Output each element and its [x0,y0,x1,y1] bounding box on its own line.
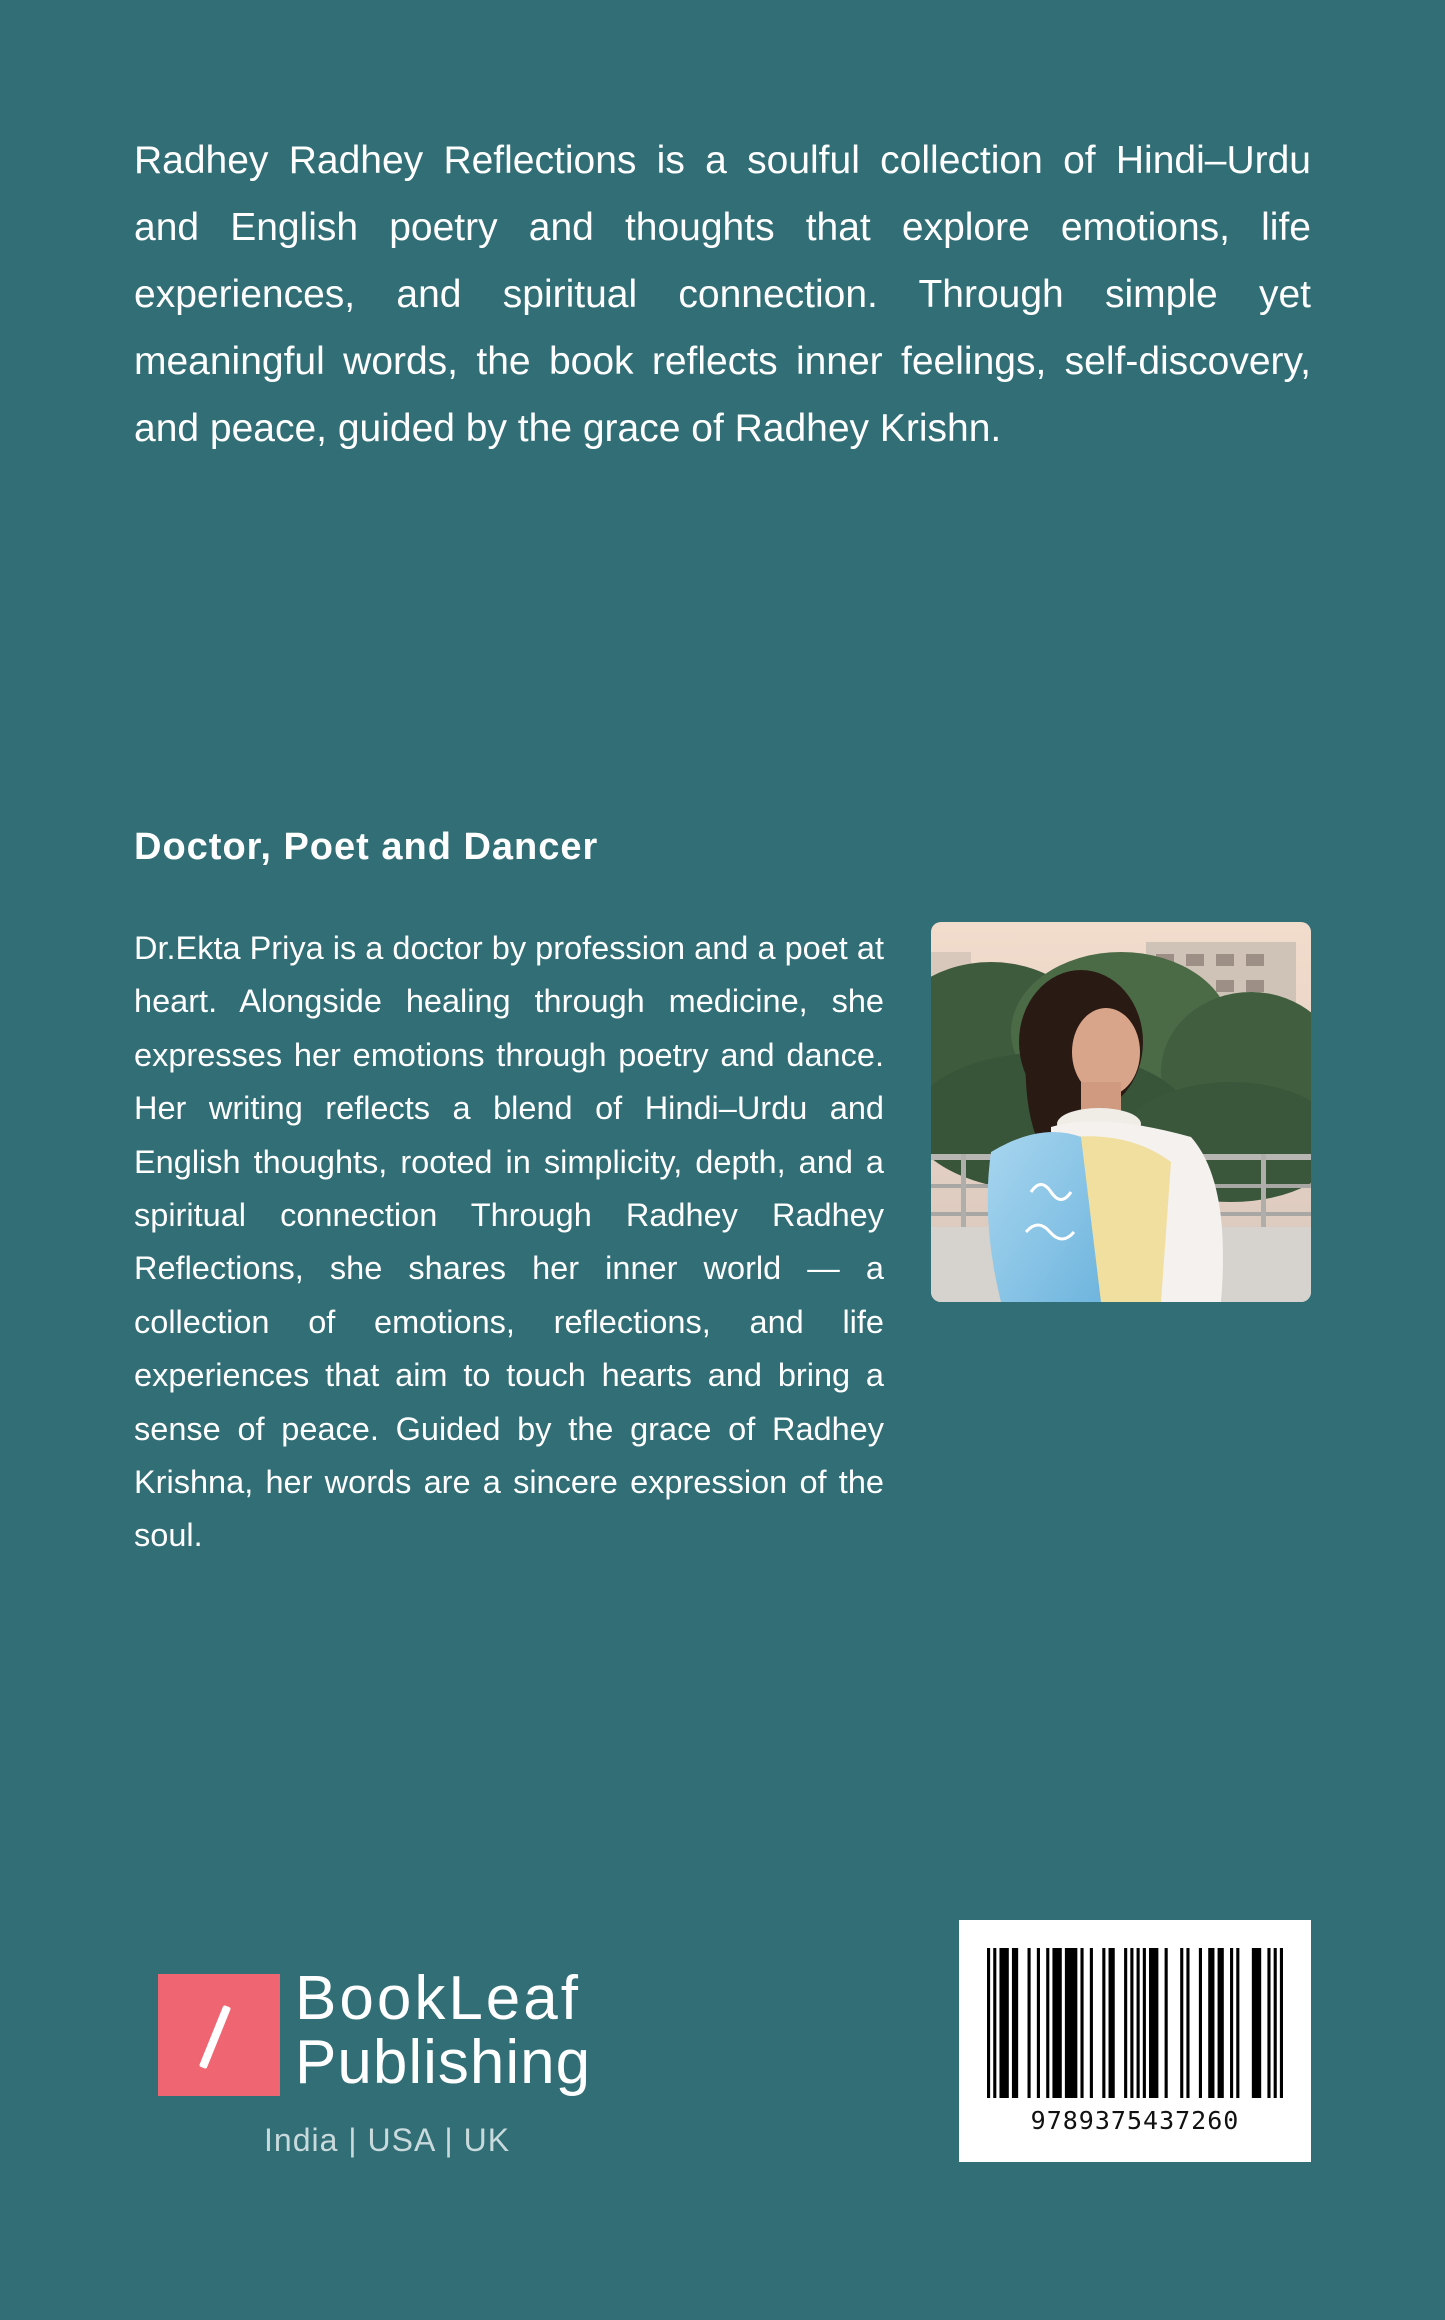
barcode-bar [1102,1948,1105,2098]
barcode-bar [987,1948,990,2098]
barcode-bar [1109,1948,1115,2098]
barcode-bar [1280,1948,1283,2098]
isbn-number: 9789375437260 [1030,2106,1240,2135]
publisher-name-line1: BookLeaf [295,1964,581,2033]
barcode-bar [1037,1948,1040,2098]
barcode-bar [1199,1948,1202,2098]
barcode-bar [1165,1948,1168,2098]
barcode-bar [999,1948,1008,2098]
publisher-regions: India | USA | UK [264,2122,511,2158]
isbn-barcode [959,1920,1311,2162]
barcode-bar [993,1948,996,2098]
publisher-logo-mark [158,1974,280,2096]
barcode-bar [1180,1948,1183,2098]
publisher-name-line2: Publishing [295,2028,592,2097]
barcode-bar [1143,1948,1146,2098]
publisher-logo [158,1964,618,2170]
barcode-bar [1012,1948,1018,2098]
barcode-bar [1028,1948,1031,2098]
barcode-bar [1236,1948,1239,2098]
author-heading: Doctor, Poet and Dancer [134,826,599,868]
barcode-bar [1080,1948,1083,2098]
barcode-bar [1065,1948,1077,2098]
barcode-bar [1267,1948,1270,2098]
barcode-bar [1274,1948,1277,2098]
barcode-bar [1124,1948,1127,2098]
slash-icon [199,2005,231,2069]
barcode-bar [1208,1948,1214,2098]
barcode-bar [1252,1948,1261,2098]
author-bio: Dr.Ekta Priya is a doctor by profession and a poet at heart. Alongside healing through medicine, she expresses her emotions through poetry and dance. Her writing reflects a blend of Hindi–Urdu and English thoughts, rooted in simplicity, depth, and a spiritual connection Through Radhey Radhey Reflections, she shares her inner world — a collection of emotions, reflections, and life experiences that aim to touch hearts and bring a sense of peace. Guided by the grace of Radhey Krishna, her words are a sincere expression of the soul. [134,930,884,1554]
book-blurb: Radhey Radhey Reflections is a soulful collection of Hindi–Urdu and English poetry and thoughts that explore emotions, life experiences, and spiritual connection. Through simple yet meaningful words, the book reflects inner feelings, self-discovery, and peace, guided by the grace of Radhey Krishn. [134,139,1311,450]
barcode-bar [1046,1948,1049,2098]
barcode-bars [987,1948,1283,2098]
barcode-bar [1186,1948,1189,2098]
barcode-bar [1149,1948,1158,2098]
barcode-bar [1130,1948,1133,2098]
barcode-bar [1218,1948,1224,2098]
author-photo [931,922,1311,1302]
barcode-bar [1230,1948,1233,2098]
barcode-bar [1090,1948,1093,2098]
barcode-bar [1052,1948,1061,2098]
barcode-bar [1137,1948,1140,2098]
